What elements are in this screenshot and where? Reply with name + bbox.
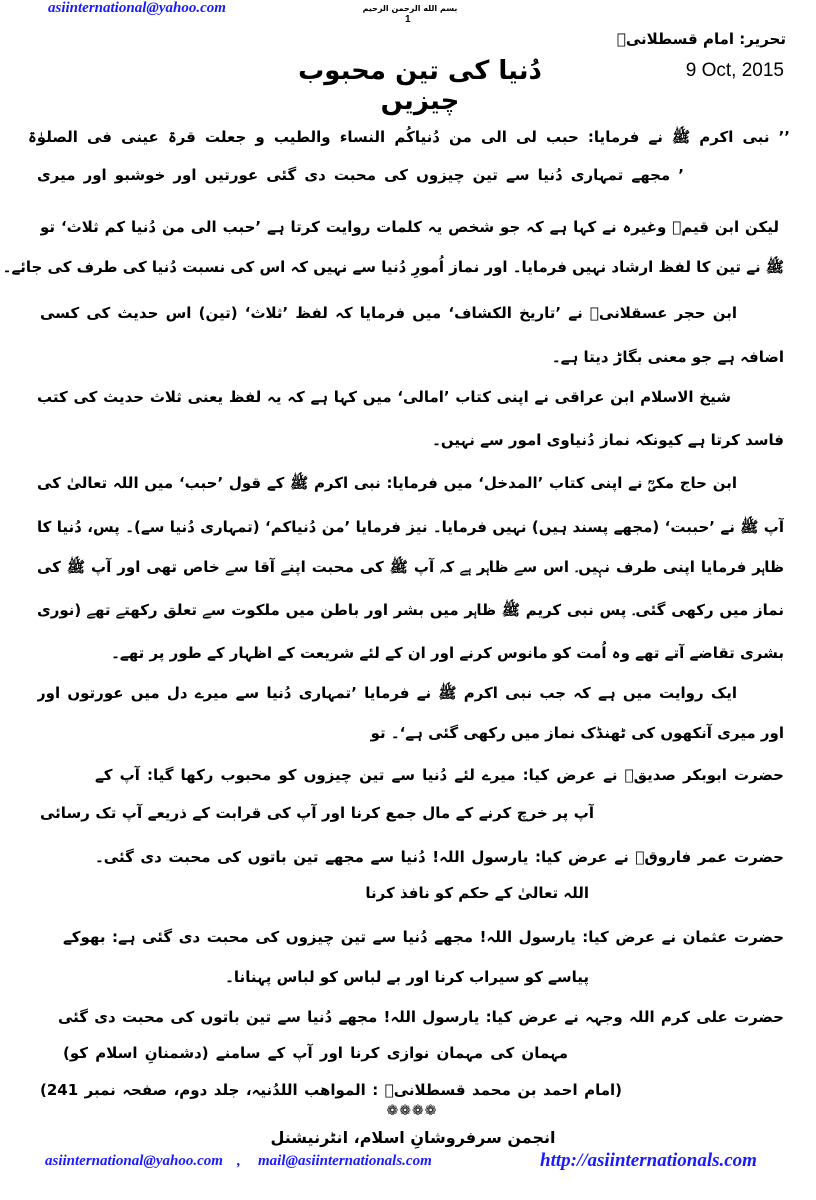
- body-line: نماز میں رکھی گئی۔ پس نبی کریم ﷺ ظاہر میں بشر اور باطن میں ملکوت سے تعلق رکھتے تھے (نوری: [37, 601, 784, 619]
- footer-mail-link[interactable]: mail@asiinternationals.com: [258, 1153, 432, 1169]
- body-line: ظاہر فرمایا اپنی طرف نہیں۔ اس سے ظاہر ہے کہ آپ ﷺ کی محبت اپنے آقا سے خاص تھی اور آپ ﷺ کی: [37, 558, 784, 576]
- body-line: ’ مجھے تمہاری دُنیا سے تین چیزوں کی محبت دی گئی عورتیں اور خوشبو اور میری: [37, 166, 684, 184]
- website-link[interactable]: http://asiinternationals.com: [540, 1150, 757, 1171]
- page-number: 1: [405, 14, 411, 25]
- body-line: ایک روایت میں ہے کہ جب نبی اکرم ﷺ نے فرمایا ’تمہاری دُنیا سے میرے دل میں عورتوں اور: [37, 684, 737, 702]
- date: 9 Oct, 2015: [685, 60, 784, 81]
- body-line: حضرت ابوبکر صدیقؓ نے عرض کیا: میرے لئے دُنیا سے تین چیزوں کو محبوب رکھا گیا: آپ کے: [95, 766, 784, 784]
- body-line: حضرت عثمان نے عرض کیا: یارسول اللہ! مجھے دُنیا سے تین چیزوں کی محبت دی گئی ہے: بھوکے: [63, 928, 784, 946]
- body-line: لیکن ابن قیمؒ وغیرہ نے کہا ہے کہ جو شخص یہ کلمات روایت کرتا ہے ’حبب الی من دُنیا کم ثلاث‘ تو: [40, 218, 779, 236]
- body-line: شیخ الاسلام ابن عراقی نے اپنی کتاب ’امالی‘ میں کہا ہے کہ یہ لفظ یعنی ثلاث حدیث کی کتب: [37, 388, 731, 406]
- source-reference: (امام احمد بن محمد قسطلانیؒ : المواھب اللدُنیہ، جلد دوم، صفحہ نمبر 241): [40, 1081, 622, 1099]
- bismillah: بسم الله الرحمن الرحيم: [362, 4, 458, 13]
- body-line: ﷺ نے تین کا لفظ ارشاد نہیں فرمایا۔ اور نماز اُمورِ دُنیا سے نہیں کہ اس کی نسبت دُنیا کی طرف کی جائے۔: [2, 258, 784, 276]
- body-line: اضافہ ہے جو معنی بگاڑ دیتا ہے۔: [551, 348, 784, 366]
- body-line: حضرت عمر فاروقؓ نے عرض کیا: یارسول اللہ! دُنیا سے مجھے تین باتوں کی محبت دی گئی۔: [95, 848, 784, 866]
- footer-separator: ,: [237, 1153, 241, 1169]
- body-line: فاسد کرتا ہے کیونکہ نماز دُنیاوی امور سے نہیں۔: [432, 431, 784, 449]
- body-line: بشری تقاضے آتے تھے وہ اُمت کو مانوس کرنے اور ان کے لئے شریعت کے اظہار کے طور پر تھے۔: [111, 644, 784, 662]
- body-line: ابن حاج مکیؒ نے اپنی کتاب ’المدخل‘ میں فرمایا: نبی اکرم ﷺ کے قول ’حبب‘ میں اللہ تعالیٰ کی: [37, 474, 737, 492]
- body-line: حضرت علی کرم اللہ وجہہ نے عرض کیا: یارسول اللہ! مجھے دُنیا سے تین باتوں کی محبت دی گئی: [58, 1008, 784, 1026]
- body-line: اللہ تعالیٰ کے حکم کو نافذ کرنا: [365, 884, 589, 902]
- header-email-link[interactable]: asiinternational@yahoo.com: [48, 0, 226, 16]
- body-line: آپ پر خرچ کرنے کے مال جمع کرنا اور آپ کی قرابت کے ذریعے آپ تک رسائی: [40, 804, 594, 822]
- body-line: ابن حجر عسقلانیؒ نے ’تاریخ الکشاف‘ میں فرمایا کہ لفظ ’ثلاث‘ (تین) اس حدیث کی کسی: [40, 304, 737, 322]
- organization-name: انجمن سرفروشانِ اسلام، انٹرنیشنل: [270, 1128, 556, 1147]
- body-line: پیاسے کو سیراب کرنا اور بے لباس کو لباس پہنانا۔: [225, 968, 589, 986]
- body-line: آپ ﷺ نے ’حببت‘ (مجھے پسند ہیں) نہیں فرمایا۔ نیز فرمایا ’من دُنیاکم‘ (تمہاری دُنیا سے)۔ پس، دُنیا کا: [37, 518, 784, 536]
- page-title: دُنیا کی تین محبوب چیزیں: [298, 56, 542, 116]
- ornament-stars-icon: ❁❁❁❁: [386, 1103, 438, 1119]
- footer-email-link[interactable]: asiinternational@yahoo.com: [45, 1153, 223, 1169]
- body-line: مہمان کی مہمان نوازی کرنا اور آپ کے سامنے (دشمنانِ اسلام کو): [63, 1044, 568, 1062]
- body-line: ’’ نبی اکرم ﷺ نے فرمایا: حبب لی الی من دُنیاکُم النساء والطیب و جعلت قرۃ عینی فی الصلوٰۃ: [28, 128, 790, 146]
- author-line: تحریر: امام قسطلانیؒ: [616, 30, 786, 48]
- body-line: اور میری آنکھوں کی ٹھنڈک نماز میں رکھی گئی ہے‘۔ تو: [370, 724, 784, 742]
